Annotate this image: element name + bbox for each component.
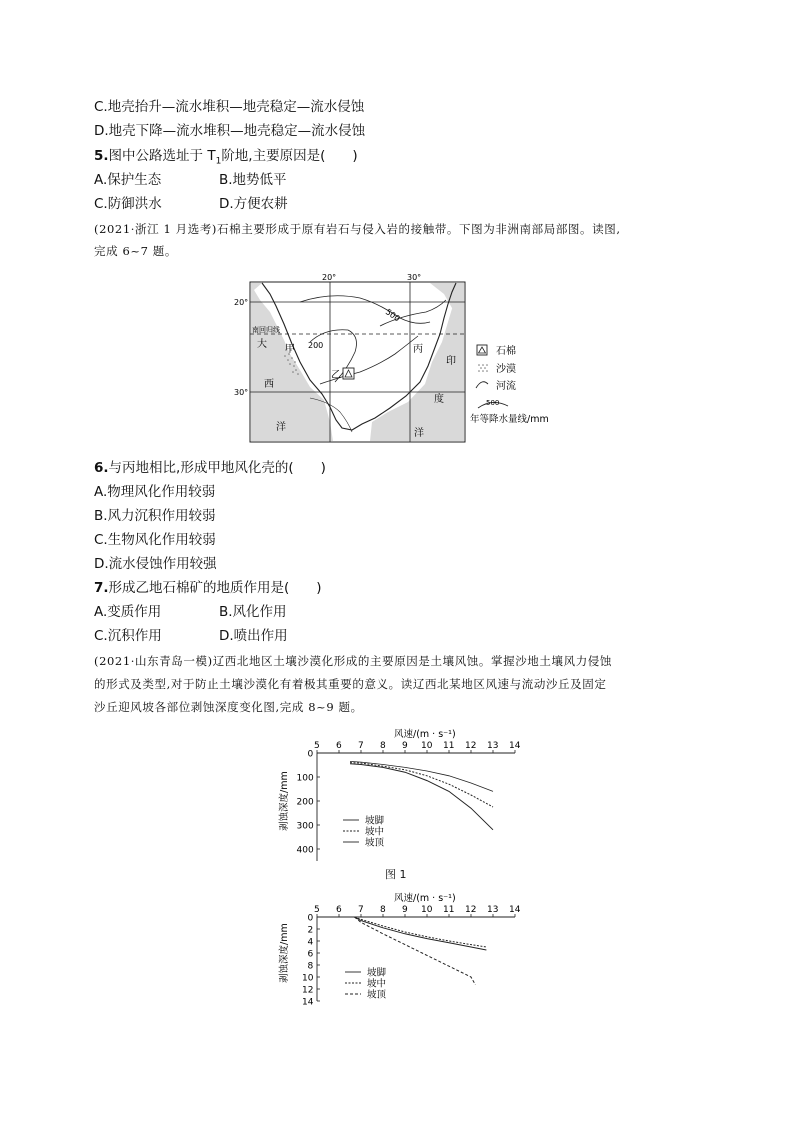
option-d-q4: D.地壳下降—流水堆积—地壳稳定—流水侵蚀 [94, 123, 366, 139]
x-tick-label: 11 [443, 741, 455, 751]
source-intro-8-9-line3: 沙丘迎风坡各部位剥蚀深度变化图,完成 8~9 题。 [94, 700, 363, 714]
place-bing: 丙 [413, 344, 423, 355]
ocean-label-xi: 西 [264, 379, 274, 390]
question-number: 6. [94, 460, 109, 476]
x-tick-label: 10 [421, 741, 433, 751]
option-d-q5: D.方便农耕 [219, 196, 288, 212]
lon-label-20: 20° [322, 273, 337, 282]
x-tick-label: 14 [509, 741, 521, 751]
x-axis-label: 风速/(m · s⁻¹) [394, 729, 456, 740]
option-c-q6: C.生物风化作用较弱 [94, 532, 216, 548]
series-line-坡中 [354, 917, 486, 947]
option-a-q7: A.变质作用 [94, 604, 162, 620]
option-c-q7: C.沉积作用 [94, 628, 162, 644]
question-number: 7. [94, 580, 109, 596]
source-intro-6-7-line2: 完成 6~7 题。 [94, 244, 177, 258]
chart-2-erosion-depth [275, 888, 525, 1008]
legend-label: 坡脚 [367, 967, 387, 979]
y-tick-label: 8 [307, 961, 314, 972]
question-text: 图中公路选址于 T [108, 148, 216, 164]
option-a-q5: A.保护生态 [94, 172, 162, 188]
subscript: 1 [215, 156, 222, 167]
y-tick-label: 14 [302, 997, 314, 1008]
lat-label-20: 20° [234, 298, 249, 307]
question-7 [94, 578, 322, 598]
x-axis-label: 风速/(m · s⁻¹) [394, 893, 456, 904]
legend-desert-label: 沙漠 [496, 364, 516, 375]
legend-isohyet-label: 年等降水量线/mm [470, 414, 549, 425]
question-6 [94, 458, 326, 478]
x-tick-label: 14 [509, 905, 521, 915]
y-tick-label: 0 [307, 913, 314, 924]
question-text-tail: 阶地,主要原因是( ) [221, 148, 358, 164]
x-tick-label: 9 [402, 741, 408, 751]
place-yi: 乙 [331, 370, 341, 381]
y-tick-label: 200 [296, 797, 314, 808]
x-tick-label: 12 [465, 741, 477, 751]
y-tick-label: 400 [296, 845, 314, 856]
ocean-label-da: 大 [257, 339, 267, 350]
option-b-q7: B.风化作用 [219, 604, 287, 620]
source-intro-8-9-line1: (2021·山东青岛一模)辽西北地区土壤沙漠化形成的主要原因是土壤风蚀。掌握沙地土壤风力侵蚀 [94, 654, 612, 668]
legend-label: 坡脚 [365, 815, 385, 827]
x-tick-label: 6 [336, 741, 342, 751]
legend-label: 坡中 [365, 826, 385, 838]
ocean-label-yin: 印 [446, 356, 456, 367]
question-text: 与丙地相比,形成甲地风化壳的( ) [108, 460, 326, 476]
x-tick-label: 5 [314, 905, 320, 915]
y-tick-label: 12 [302, 985, 314, 996]
x-tick-label: 7 [358, 741, 364, 751]
y-axis-label: 剥蚀深度/mm [279, 923, 290, 983]
ocean-label-yang-indian: 洋 [414, 428, 424, 439]
question-number: 5. [94, 148, 109, 164]
option-d-q6: D.流水侵蚀作用较强 [94, 556, 217, 572]
lat-label-30: 30° [234, 388, 249, 397]
legend-label: 坡顶 [367, 989, 387, 1001]
x-tick-label: 13 [487, 905, 499, 915]
option-a-q6: A.物理风化作用较弱 [94, 484, 216, 500]
series-line-坡中 [350, 763, 493, 807]
option-b-q6: B.风力沉积作用较弱 [94, 508, 216, 524]
legend-asbestos-label: 石棉 [496, 346, 516, 357]
option-b-q5: B.地势低平 [219, 172, 287, 188]
x-tick-label: 7 [358, 905, 364, 915]
tropic-label: 南回归线 [252, 326, 280, 334]
chart-1-caption: 图 1 [385, 868, 407, 881]
source-intro-8-9-line2: 的形式及类型,对于防止土壤沙漠化有着极其重要的意义。读辽西北某地区风速与流动沙丘及固定 [94, 677, 607, 691]
y-tick-label: 2 [307, 925, 314, 936]
legend-desert-symbol [478, 364, 488, 372]
ocean-label-du: 度 [434, 394, 444, 405]
isohyet-200-label: 200 [308, 341, 324, 350]
x-tick-label: 11 [443, 905, 455, 915]
y-tick-label: 4 [307, 937, 314, 948]
ocean-label-yang-atlantic: 洋 [276, 422, 286, 433]
x-tick-label: 13 [487, 741, 499, 751]
legend-river-label: 河流 [496, 381, 516, 392]
lon-label-30: 30° [407, 273, 422, 282]
x-tick-label: 12 [465, 905, 477, 915]
series-line-坡脚 [354, 917, 486, 950]
option-c-q4: C.地壳抬升—流水堆积—地壳稳定—流水侵蚀 [94, 99, 365, 115]
x-tick-label: 6 [336, 905, 342, 915]
x-tick-label: 8 [380, 741, 386, 751]
legend-label: 坡中 [367, 978, 387, 990]
x-tick-label: 5 [314, 741, 320, 751]
source-intro-6-7-line1: (2021·浙江 1 月选考)石棉主要形成于原有岩石与侵入岩的接触带。下图为非洲南部局部图。读图, [94, 222, 621, 236]
x-tick-label: 10 [421, 905, 433, 915]
y-tick-label: 300 [296, 821, 314, 832]
legend-label: 坡顶 [365, 837, 385, 849]
southern-africa-map [230, 272, 570, 447]
y-tick-label: 100 [296, 773, 314, 784]
y-tick-label: 10 [302, 973, 314, 984]
option-c-q5: C.防御洪水 [94, 196, 162, 212]
x-tick-label: 8 [380, 905, 386, 915]
legend-isohyet-value: 500 [486, 399, 500, 407]
legend-river-symbol [476, 382, 488, 388]
x-tick-label: 9 [402, 905, 408, 915]
place-jia: 甲 [285, 344, 295, 355]
y-axis-label: 剥蚀深度/mm [279, 771, 290, 831]
y-tick-label: 6 [307, 949, 314, 960]
question-5 [94, 146, 358, 172]
question-text: 形成乙地石棉矿的地质作用是( ) [108, 580, 322, 596]
isohyet-500-label: 500 [383, 307, 402, 324]
chart-1-erosion-depth [275, 726, 525, 861]
y-tick-label: 0 [307, 749, 314, 760]
option-d-q7: D.喷出作用 [219, 628, 288, 644]
